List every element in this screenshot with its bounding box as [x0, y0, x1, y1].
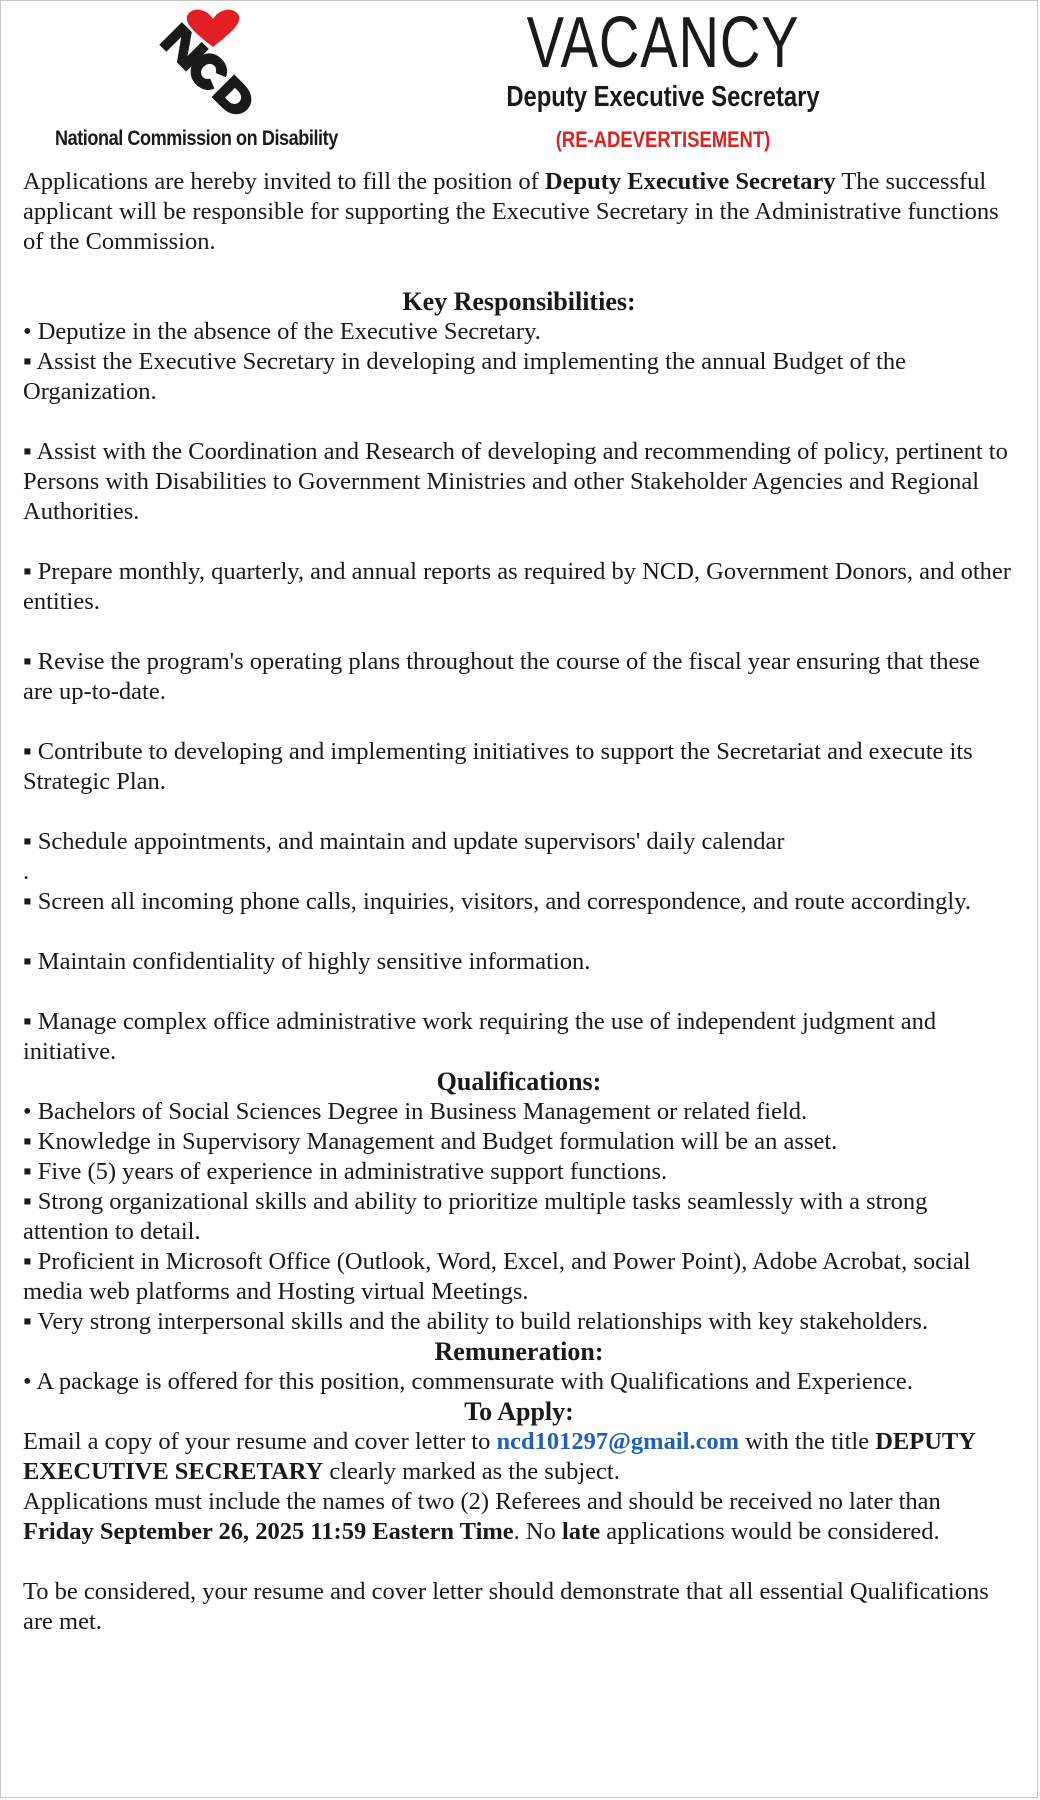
apply-text: with the title [739, 1428, 876, 1455]
ncd-logo [133, 7, 293, 127]
qualification-item: ▪ Five (5) years of experience in administrative support functions. [23, 1158, 668, 1185]
qualification-item: ▪ Knowledge in Supervisory Management and Budget formulation will be an asset. [23, 1128, 838, 1155]
deadline: Friday September 26, 2025 11:59 Eastern Time [23, 1518, 514, 1545]
responsibility-dot: . [23, 858, 30, 885]
responsibility-item: ▪ Screen all incoming phone calls, inquiries, visitors, and correspondence, and route accordingly. [23, 888, 972, 915]
heart-icon [187, 10, 240, 47]
vacancy-title: VACANCY [526, 3, 800, 83]
header [23, 1, 1015, 167]
responsibilities-heading: Key Responsibilities: [402, 287, 636, 316]
apply-deadline-paragraph [23, 1487, 1015, 1547]
responsibility-item: • Deputize in the absence of the Executive Secretary. [23, 318, 541, 345]
responsibility-item: ▪ Contribute to developing and implementing initiatives to support the Secretariat and execute its Strategic Plan. [23, 738, 973, 795]
intro-paragraph [23, 167, 1015, 257]
closing-paragraph: To be considered, your resume and cover letter should demonstrate that all essential Qualifications are met. [23, 1578, 989, 1635]
apply-text: Applications must include the names of two (2) Referees and should be received no later than [23, 1488, 941, 1515]
intro-text: The successful applicant will be responsible for supporting the Executive Secretary in the Administrative functions of the Commission. [23, 168, 999, 255]
readvertisement-label: (RE-ADEVERTISEMENT) [555, 127, 771, 152]
apply-text: Email a copy of your resume and cover letter to [23, 1428, 497, 1455]
qualification-item: ▪ Strong organizational skills and ability to prioritize multiple tasks seamlessly with a strong attention to detail. [23, 1188, 928, 1245]
remuneration-heading: Remuneration: [434, 1337, 604, 1366]
apply-instructions [23, 1427, 1015, 1487]
subject-line: DEPUTY EXECUTIVE SECRETARY [23, 1428, 976, 1485]
intro-lead: Applications are hereby invited to fill the position of [23, 168, 545, 195]
apply-text: . No [513, 1518, 562, 1545]
qualification-item: • Bachelors of Social Sciences Degree in Business Management or related field. [23, 1098, 808, 1125]
qualification-item: ▪ Very strong interpersonal skills and the ability to build relationships with key stakeholders. [23, 1308, 929, 1335]
responsibility-item: ▪ Schedule appointments, and maintain and update supervisors' daily calendar [23, 828, 785, 855]
apply-text: applications would be considered. [600, 1518, 940, 1545]
email-link[interactable]: ncd101297@gmail.com [496, 1428, 740, 1455]
late-word: late [562, 1518, 601, 1545]
responsibility-item: ▪ Manage complex office administrative work requiring the use of independent judgment and initiative. [23, 1008, 937, 1065]
responsibility-item: ▪ Assist the Executive Secretary in developing and implementing the annual Budget of the Organization. [23, 348, 906, 405]
remuneration-text: • A package is offered for this position, commensurate with Qualifications and Experience. [23, 1368, 913, 1395]
responsibility-item: ▪ Revise the program's operating plans throughout the course of the fiscal year ensuring that these are up-to-date. [23, 648, 980, 705]
apply-text: clearly marked as the subject. [323, 1458, 620, 1485]
qualifications-heading: Qualifications: [436, 1067, 602, 1096]
responsibility-item: ▪ Maintain confidentiality of highly sensitive information. [23, 948, 591, 975]
qualification-item: ▪ Proficient in Microsoft Office (Outlook, Word, Excel, and Power Point), Adobe Acrobat, social media web platforms and Hosting virtual Meetings. [23, 1248, 971, 1305]
responsibility-item: ▪ Prepare monthly, quarterly, and annual reports as required by NCD, Government Donors, and other entities. [23, 558, 1011, 615]
position-title: Deputy Executive Secretary [506, 81, 820, 113]
organization-name: National Commission on Disability [55, 127, 338, 150]
apply-heading: To Apply: [464, 1397, 574, 1426]
intro-position: Deputy Executive Secretary [544, 168, 836, 195]
responsibility-item: ▪ Assist with the Coordination and Research of developing and recommending of policy, pertinent to Persons with Disabilities to Government Ministries and other Stakeholder Agencies and Regional Authorities. [23, 438, 1008, 525]
notice-body [23, 167, 1015, 1637]
